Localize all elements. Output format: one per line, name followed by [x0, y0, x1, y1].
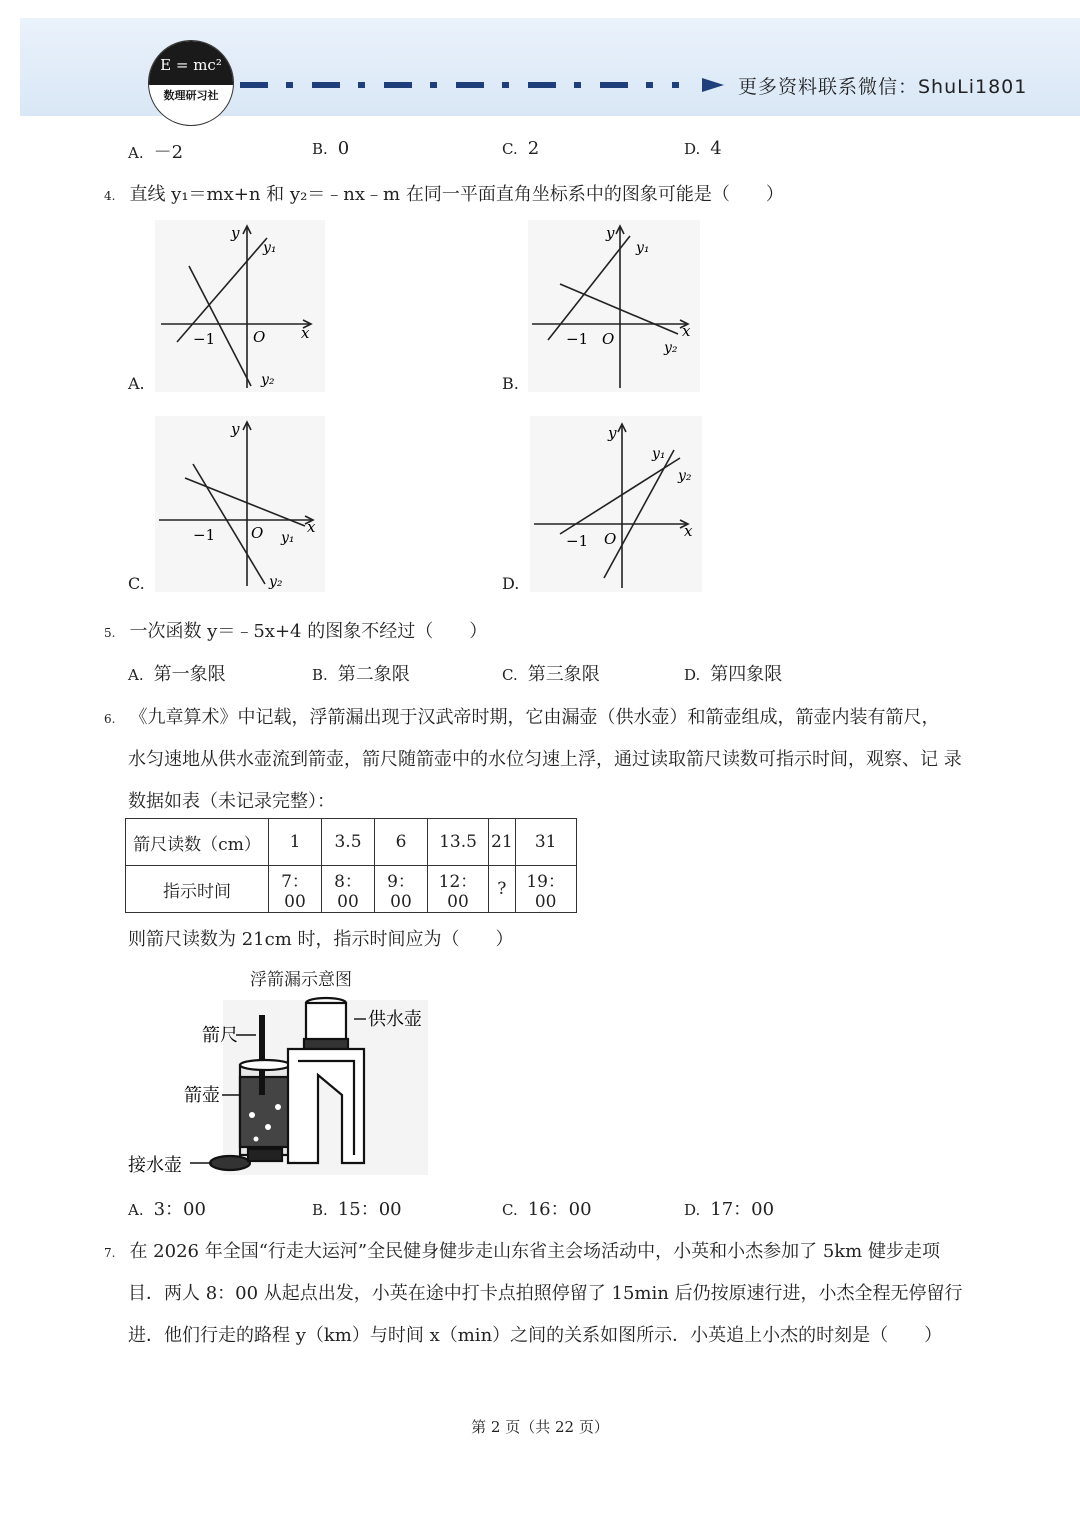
logo-text: 数理研习社 — [163, 89, 219, 102]
axis-x-label: x — [684, 522, 693, 540]
table-header-cell: 箭尺读数（cm） — [126, 819, 269, 866]
q4-stem — [104, 180, 784, 206]
option-text: 第四象限 — [710, 664, 783, 685]
q6-stem-line1 — [104, 703, 939, 729]
q6-stem-line3: 数据如表（未记录完整）： — [128, 791, 335, 812]
header-dash-line — [240, 78, 730, 92]
table-cell: 12：00 — [428, 866, 489, 913]
q5-stem — [104, 617, 487, 643]
option-text: 第二象限 — [337, 664, 410, 685]
option-text: 15：00 — [337, 1199, 402, 1220]
q4-graph-a — [155, 220, 325, 392]
question-number: 5. — [104, 626, 116, 640]
option-label: B. — [312, 666, 328, 684]
origin-label: O — [253, 328, 266, 346]
table-cell: 19：00 — [515, 866, 576, 913]
line-y2-label: y₂ — [269, 574, 283, 590]
table-row — [126, 866, 577, 913]
label-supply-pot: 供水壶 — [368, 1009, 422, 1030]
table-cell: 8：00 — [322, 866, 375, 913]
line-y1-label: y₁ — [263, 240, 277, 256]
axis-y-label: y — [608, 424, 617, 442]
table-cell: 3.5 — [322, 819, 375, 866]
question-text: 在 2026 年全国“行走大运河”全民健身健步走山东省主会场活动中，小英和小杰参加了 5km 健步走项 — [129, 1241, 940, 1262]
option-text: 第三象限 — [527, 664, 600, 685]
q5-option-a — [128, 660, 226, 686]
q4-graph-b — [528, 220, 700, 392]
figure-title: 浮箭漏示意图 — [250, 970, 352, 990]
option-text: 0 — [337, 138, 350, 159]
axis-y-label: y — [231, 420, 240, 438]
question-text: 《九章算术》中记载，浮箭漏出现于汉武帝时期，它由漏壶（供水壶）和箭壶组成，箭壶内装有箭尺， — [129, 707, 940, 728]
q4-graph-c-label: C. — [128, 574, 145, 593]
neg-one-label: −1 — [566, 532, 589, 550]
line-y1-label: y₁ — [281, 530, 295, 546]
q5-option-b — [312, 660, 410, 686]
axis-y-label: y — [231, 224, 240, 242]
origin-label: O — [251, 524, 264, 542]
table-cell: 31 — [515, 819, 576, 866]
neg-one-label: −1 — [566, 330, 589, 348]
question-number: 6. — [104, 712, 116, 726]
line-y1-label: y₁ — [652, 446, 666, 462]
q6-figure — [128, 995, 428, 1180]
line-y2-label: y₂ — [678, 468, 692, 484]
q3-option-a — [128, 138, 183, 164]
axis-x-label: x — [301, 324, 310, 342]
page-header — [20, 18, 1080, 116]
axis-x-label: x — [307, 518, 316, 536]
option-label: A. — [128, 144, 144, 162]
q6-data-table — [125, 818, 577, 913]
origin-label: O — [602, 330, 615, 348]
option-text: 3：00 — [153, 1199, 206, 1220]
table-cell: 21 — [489, 819, 516, 866]
option-label: B. — [312, 140, 328, 158]
table-cell: 1 — [269, 819, 322, 866]
axis-y-label: y — [606, 224, 615, 242]
q4-graph-a-label: A. — [128, 374, 145, 393]
q3-option-b — [312, 138, 349, 159]
option-text: 第一象限 — [153, 664, 226, 685]
table-cell: 9：00 — [375, 866, 428, 913]
option-label: D. — [684, 666, 701, 684]
option-label: C. — [502, 140, 518, 158]
q5-option-d — [684, 660, 782, 686]
question-text: 一次函数 y＝﹣5x+4 的图象不经过（ ） — [129, 621, 488, 642]
option-label: C. — [502, 1201, 518, 1219]
option-label: C. — [502, 666, 518, 684]
table-row — [126, 819, 577, 866]
table-cell: 13.5 — [428, 819, 489, 866]
table-cell: ? — [489, 866, 516, 913]
question-number: 4. — [104, 189, 116, 203]
question-text: 直线 y₁＝mx+n 和 y₂＝﹣nx﹣m 在同一平面直角坐标系中的图象可能是（ ） — [129, 184, 784, 205]
line-y2-label: y₂ — [664, 340, 678, 356]
option-text: 4 — [710, 138, 722, 159]
q6-option-d — [684, 1195, 774, 1221]
q6-question: 则箭尺读数为 21cm 时，指示时间应为（ ） — [128, 929, 514, 950]
option-label: B. — [312, 1201, 328, 1219]
page-footer: 第 2 页（共 22 页） — [471, 1418, 609, 1436]
q6-option-c — [502, 1195, 592, 1221]
q6-option-b — [312, 1195, 402, 1221]
origin-label: O — [604, 530, 617, 548]
contact-text: 更多资料联系微信：ShuLi1801 — [738, 76, 1028, 98]
q4-graph-c — [155, 416, 325, 592]
q4-graph-d-label: D. — [502, 574, 520, 593]
q3-option-c — [502, 138, 539, 159]
label-arrow-pot: 箭壶 — [184, 1085, 220, 1106]
option-label: D. — [684, 1201, 701, 1219]
line-y2-label: y₂ — [261, 372, 275, 388]
option-label: A. — [128, 666, 144, 684]
option-text: －2 — [153, 142, 184, 163]
line-y1-label: y₁ — [636, 240, 650, 256]
axis-x-label: x — [682, 322, 691, 340]
q3-option-d — [684, 138, 722, 159]
option-label: D. — [684, 140, 701, 158]
q6-option-a — [128, 1195, 206, 1221]
q7-stem-line1 — [104, 1237, 940, 1263]
q5-option-c — [502, 660, 600, 686]
neg-one-label: −1 — [193, 526, 216, 544]
table-cell: 7：00 — [269, 866, 322, 913]
label-ruler: 箭尺 — [202, 1025, 238, 1046]
q4-graph-d — [530, 416, 702, 592]
question-number: 7. — [104, 1246, 116, 1260]
label-receiver-pot: 接水壶 — [128, 1155, 182, 1176]
q6-stem-line2: 水匀速地从供水壶流到箭壶，箭尺随箭壶中的水位匀速上浮，通过读取箭尺读数可指示时间，观察、记 录 — [128, 749, 962, 770]
neg-one-label: −1 — [193, 330, 216, 348]
table-header-cell: 指示时间 — [126, 866, 269, 913]
table-cell: 6 — [375, 819, 428, 866]
option-label: A. — [128, 1201, 144, 1219]
option-text: 2 — [527, 138, 540, 159]
q4-graph-b-label: B. — [502, 374, 519, 393]
q7-stem-line3: 进．他们行走的路程 y（km）与时间 x（min）之间的关系如图所示．小英追上小杰的时刻是（ ） — [128, 1325, 943, 1346]
q7-stem-line2: 目．两人 8：00 从起点出发，小英在途中打卡点拍照停留了 15min 后仍按原速行进，小杰全程无停留行 — [128, 1283, 963, 1304]
logo-formula: E = mc² — [149, 41, 233, 85]
logo — [148, 40, 234, 126]
option-text: 16：00 — [527, 1199, 592, 1220]
option-text: 17：00 — [710, 1199, 775, 1220]
